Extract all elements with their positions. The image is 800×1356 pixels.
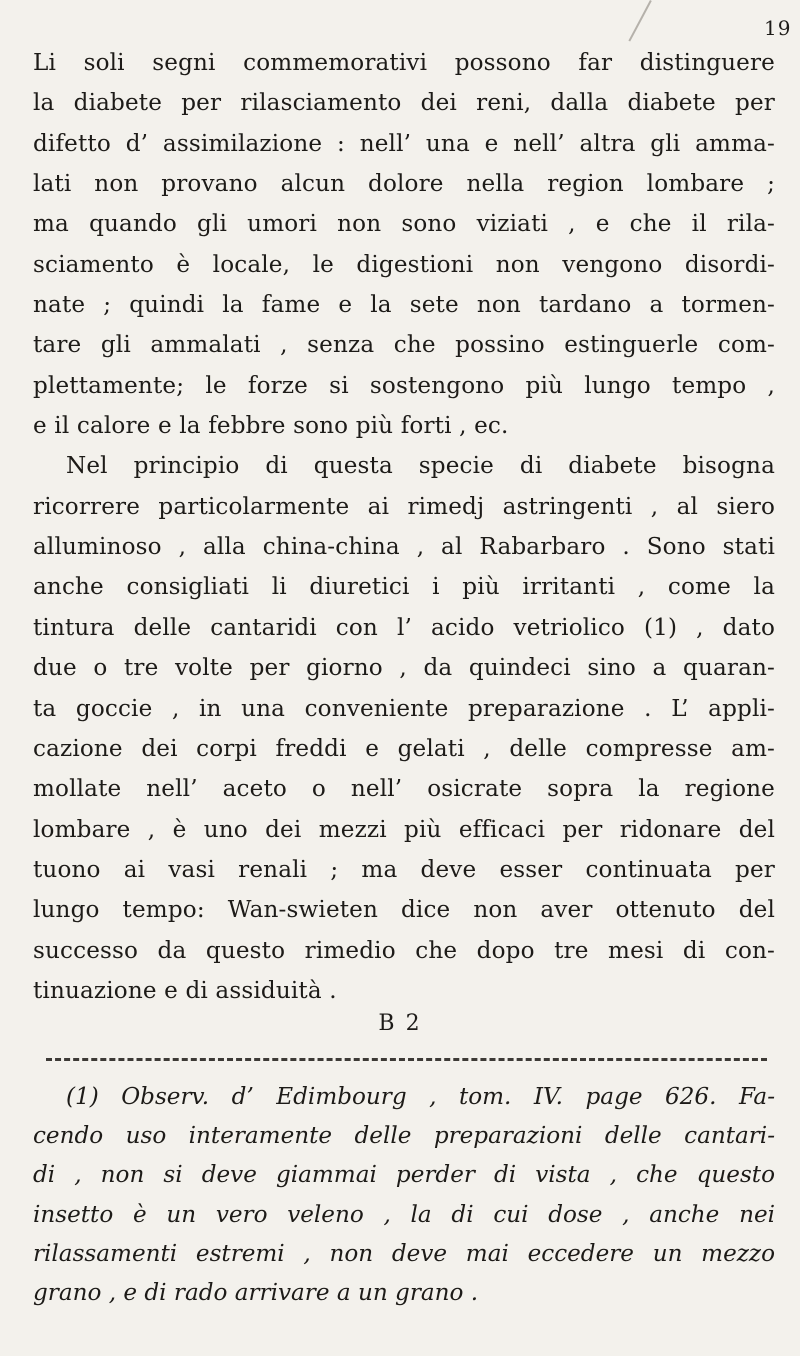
body-line: tinuazione e di assiduità .: [33, 977, 337, 1004]
scan-mark: [628, 0, 651, 42]
body-line: alluminoso , alla china-china , al Rabarbaro . Sono stati: [33, 534, 775, 561]
body-line: Nel principio di questa specie di diabete bisogna: [66, 453, 775, 480]
footnote-line: (1) Observ. d’ Edimbourg , tom. IV. page 626. Fa-: [66, 1084, 775, 1110]
body-line: plettamente; le forze si sostengono più lungo tempo ,: [33, 372, 775, 399]
footnote-divider: [46, 1058, 767, 1061]
body-line: anche consigliati li diuretici i più irritanti , come la: [33, 574, 775, 601]
body-line: cazione dei corpi freddi e gelati , delle compresse am-: [33, 735, 775, 762]
body-line: e il calore e la febbre sono più forti , ec.: [33, 413, 509, 440]
body-line: ricorrere particolarmente ai rimedj astringenti , al siero: [33, 493, 775, 520]
body-line: nate ; quindi la fame e la sete non tardano a tormen-: [33, 292, 775, 319]
body-line: lungo tempo: Wan-swieten dice non aver ottenuto del: [33, 897, 775, 924]
footnote: [33, 1078, 775, 1313]
body-line: ma quando gli umori non sono viziati , e che il rila-: [33, 211, 775, 238]
body-line: mollate nell’ aceto o nell’ osicrate sopra la regione: [33, 776, 775, 803]
body-line: due o tre volte per giorno , da quindeci sino a quaran-: [33, 655, 775, 682]
page-number: 19: [764, 16, 792, 40]
footnote-line: cendo uso interamente delle preparazioni delle cantari-: [33, 1123, 775, 1150]
body-line: lati non provano alcun dolore nella region lombare ;: [33, 171, 775, 198]
body-line: la diabete per rilasciamento dei reni, dalla diabete per: [33, 90, 775, 117]
footnote-line: insetto è un vero veleno , la di cui dose , anche nei: [33, 1201, 775, 1228]
body-line: tare gli ammalati , senza che possino estinguerle com-: [33, 332, 775, 359]
body-line: difetto d’ assimilazione : nell’ una e nell’ altra gli amma-: [33, 130, 775, 157]
body-line: lombare , è uno dei mezzi più efficaci per ridonare del: [33, 816, 775, 843]
body-text: [33, 43, 775, 1011]
body-line: tuono ai vasi renali ; ma deve esser continuata per: [33, 856, 775, 883]
body-line: tintura delle cantaridi con l’ acido vetriolico (1) , dato: [33, 614, 775, 641]
body-line: successo da questo rimedio che dopo tre mesi di con-: [33, 937, 775, 964]
body-line: Li soli segni commemorativi possono far distinguere: [33, 50, 775, 76]
body-line: ta goccie , in una conveniente preparazione . L’ appli-: [33, 695, 775, 722]
footnote-line: rilassamenti estremi , non deve mai eccedere un mezzo: [33, 1240, 775, 1267]
body-line: sciamento è locale, le digestioni non vengono disordi-: [33, 251, 775, 278]
signature-mark: B 2: [378, 1011, 422, 1036]
footnote-line: di , non si deve giammai perder di vista , che questo: [33, 1162, 775, 1189]
footnote-line: grano , e di rado arrivare a un grano .: [33, 1280, 479, 1307]
